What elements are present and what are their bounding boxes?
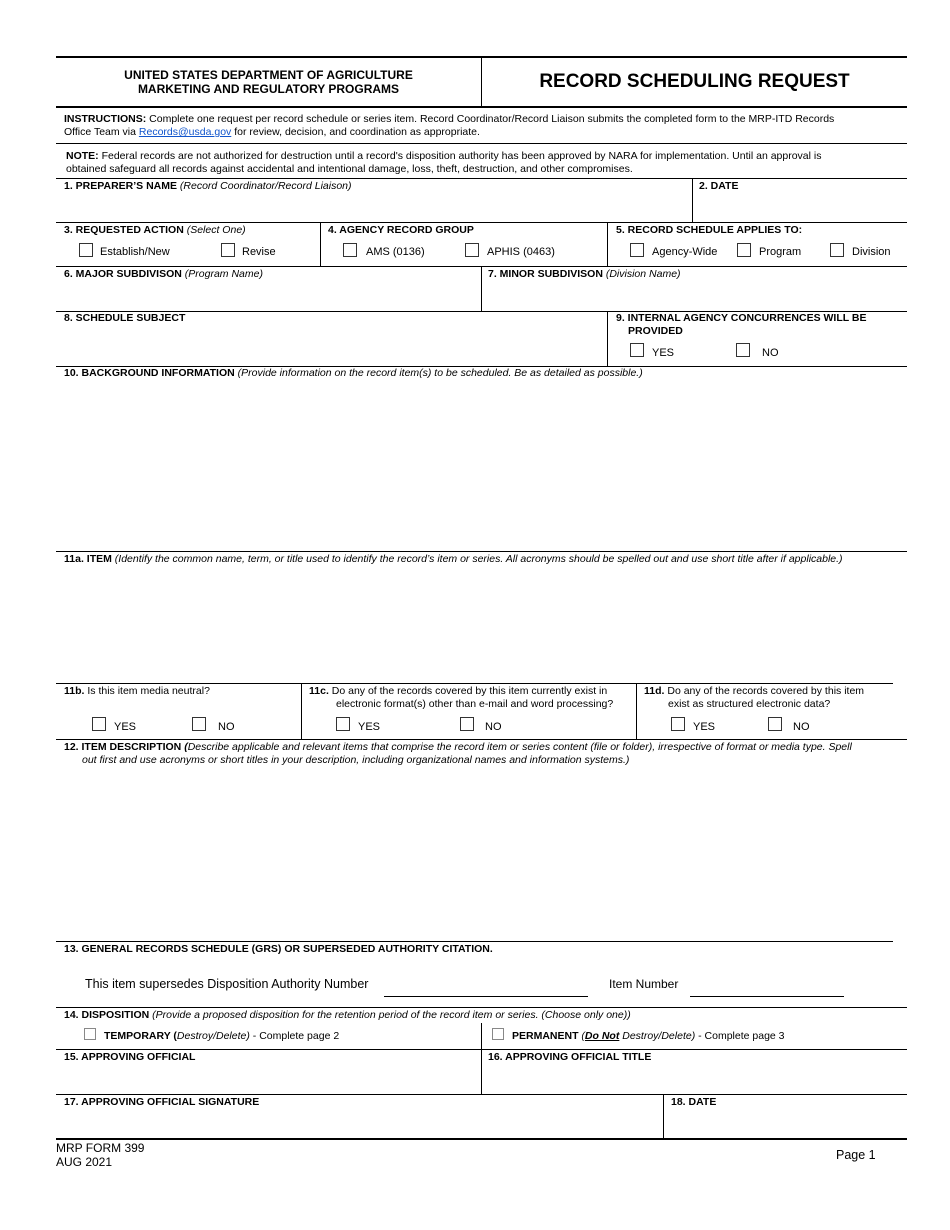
instructions-text-2: Office Team via — [64, 126, 139, 138]
approving-official-title-field[interactable]: 16. APPROVING OFFICIAL TITLE — [488, 1051, 652, 1063]
divider — [56, 1049, 907, 1050]
requested-action-label: 3. REQUESTED ACTION (Select One) — [64, 224, 246, 236]
concurrences-no-checkbox[interactable] — [736, 343, 750, 357]
program-checkbox[interactable] — [737, 243, 751, 257]
supersedes-label: This item supersedes Disposition Authority Number — [85, 977, 369, 991]
media-neutral-question: 11b. Is this item media neutral? — [64, 685, 210, 697]
temporary-checkbox[interactable] — [84, 1028, 96, 1040]
minor-subdivision-field[interactable]: 7. MINOR SUBDIVISON (Division Name) — [488, 268, 681, 280]
item-number-label: Item Number — [609, 977, 679, 991]
structured-data-yes-checkbox[interactable] — [671, 717, 685, 731]
media-neutral-no-checkbox[interactable] — [192, 717, 206, 731]
revise-checkbox[interactable] — [221, 243, 235, 257]
permanent-checkbox[interactable] — [492, 1028, 504, 1040]
note-text-2: obtained safeguard all records against accidental and intentional damage, loss, theft, destruction, and other compromises. — [66, 163, 633, 175]
item-number-input[interactable] — [690, 996, 844, 997]
schedule-applies-to-label: 5. RECORD SCHEDULE APPLIES TO: — [616, 224, 803, 236]
division-label: Division — [852, 246, 891, 258]
concurrences-no-label: NO — [762, 347, 779, 359]
revise-label: Revise — [242, 246, 276, 258]
permanent-label: PERMANENT (Do Not Destroy/Delete) - Complete page 3 — [512, 1030, 785, 1042]
disposition-authority-number-input[interactable] — [384, 996, 588, 997]
preparers-name-field[interactable]: 1. PREPARER’S NAME (Record Coordinator/Record Liaison) — [64, 180, 352, 192]
program-label: Program — [759, 246, 802, 258]
item-description-field[interactable]: 12. ITEM DESCRIPTION (Describe applicable and relevant items that comprise the record item or series content (file or folder), irrespective of format or media type. Spell out first and use acronyms or short titles in your description, including organizational names and information systems.) — [64, 741, 852, 766]
instructions-text: Complete one request per record schedule or series item. Record Coordinator/Record Liaison submits the completed form to the MRP-ITD Records — [146, 113, 835, 125]
media-neutral-yes-checkbox[interactable] — [92, 717, 106, 731]
concurrences-label: 9. INTERNAL AGENCY CONCURRENCES WILL BE PROVIDED — [616, 312, 867, 337]
form-title: RECORD SCHEDULING REQUEST — [539, 71, 850, 92]
divider — [56, 551, 907, 552]
establish-new-checkbox[interactable] — [79, 243, 93, 257]
note-text: Federal records are not authorized for destruction until a record's disposition authority has been approved by NARA for implementation. Until an approval is — [98, 150, 822, 162]
divider — [481, 267, 482, 311]
concurrences-yes-checkbox[interactable] — [630, 343, 644, 357]
temporary-label: TEMPORARY (Destroy/Delete) - Complete page 2 — [104, 1030, 340, 1042]
electronic-format-no-checkbox[interactable] — [460, 717, 474, 731]
divider — [56, 1094, 907, 1095]
division-checkbox[interactable] — [830, 243, 844, 257]
divider — [56, 739, 907, 740]
grs-citation-label: 13. GENERAL RECORDS SCHEDULE (GRS) OR SUPERSEDED AUTHORITY CITATION. — [64, 943, 493, 955]
header-bottom-border — [56, 106, 907, 108]
structured-data-question: 11d. Do any of the records covered by this item exist as structured electronic data? — [644, 685, 865, 710]
divider — [692, 179, 693, 222]
background-information-field[interactable]: 10. BACKGROUND INFORMATION (Provide information on the record item(s) to be scheduled. Be as detailed as possible.) — [64, 367, 643, 379]
agency-wide-checkbox[interactable] — [630, 243, 644, 257]
item-field[interactable]: 11a. ITEM (Identify the common name, term, or title used to identify the record’s item or series. All acronyms should be spelled out and use short title after if applicable.) — [64, 553, 843, 565]
divider — [56, 178, 907, 179]
ams-label: AMS (0136) — [366, 246, 425, 258]
divider — [301, 684, 302, 739]
divider — [56, 941, 893, 942]
department-line-1: UNITED STATES DEPARTMENT OF AGRICULTURE — [124, 68, 413, 82]
structured-data-no-checkbox[interactable] — [768, 717, 782, 731]
aphis-label: APHIS (0463) — [487, 246, 555, 258]
divider — [56, 143, 907, 144]
divider — [56, 1007, 907, 1008]
note-label: NOTE: — [66, 150, 99, 162]
divider — [56, 683, 893, 684]
approval-date-field[interactable]: 18. DATE — [671, 1096, 717, 1108]
divider — [320, 223, 321, 267]
electronic-format-yes-checkbox[interactable] — [336, 717, 350, 731]
establish-new-label: Establish/New — [100, 246, 170, 258]
department-line-2: MARKETING AND REGULATORY PROGRAMS — [137, 82, 400, 96]
disposition-label: 14. DISPOSITION (Provide a proposed disposition for the retention period of the record item or series. (Choose only one)) — [64, 1009, 631, 1021]
form-number: MRP FORM 399 — [56, 1141, 145, 1155]
structured-data-yes-label: YES — [693, 721, 716, 733]
instructions-text-3: for review, decision, and coordination as appropriate. — [231, 126, 480, 138]
media-neutral-yes-label: YES — [114, 721, 137, 733]
media-neutral-no-label: NO — [218, 721, 235, 733]
divider — [663, 1095, 664, 1139]
divider — [607, 312, 608, 367]
electronic-format-yes-label: YES — [358, 721, 381, 733]
electronic-format-no-label: NO — [485, 721, 502, 733]
structured-data-no-label: NO — [793, 721, 810, 733]
agency-wide-label: Agency-Wide — [652, 246, 718, 258]
schedule-subject-field[interactable]: 8. SCHEDULE SUBJECT — [64, 312, 186, 324]
divider — [481, 1023, 482, 1095]
concurrences-yes-label: YES — [652, 347, 675, 359]
ams-checkbox[interactable] — [343, 243, 357, 257]
divider — [636, 684, 637, 739]
agency-record-group-label: 4. AGENCY RECORD GROUP — [328, 224, 474, 236]
note — [66, 150, 906, 176]
form-bottom-border — [56, 1138, 907, 1140]
form-date: AUG 2021 — [56, 1155, 113, 1169]
date-field[interactable]: 2. DATE — [699, 180, 739, 192]
department-name — [56, 68, 481, 96]
major-subdivision-field[interactable]: 6. MAJOR SUBDIVISON (Program Name) — [64, 268, 263, 280]
page-number: Page 1 — [836, 1148, 876, 1162]
divider — [56, 222, 907, 223]
form-id — [56, 1141, 144, 1169]
records-email-link[interactable]: Records@usda.gov — [138, 126, 232, 138]
instructions — [64, 113, 904, 139]
approving-official-field[interactable]: 15. APPROVING OFFICIAL — [64, 1051, 196, 1063]
aphis-checkbox[interactable] — [465, 243, 479, 257]
divider — [607, 223, 608, 267]
approving-official-signature-field[interactable]: 17. APPROVING OFFICIAL SIGNATURE — [64, 1096, 260, 1108]
instructions-label: INSTRUCTIONS: — [64, 113, 147, 125]
electronic-format-question: 11c. Do any of the records covered by this item currently exist in electronic format(s) other than e-mail and word processing? — [309, 685, 614, 710]
